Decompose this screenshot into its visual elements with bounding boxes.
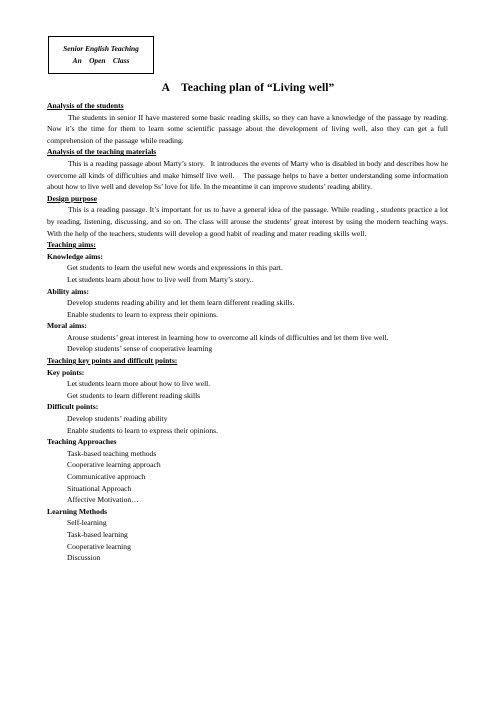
ability-aims-label: Ability aims: bbox=[47, 286, 89, 296]
design-text: This is a reading passage. It’s important for us to have a general idea of the passage. While reading , students practice a lot by reading, listening, discussing, and so on. The class will arouse the students’ great interest by using the modern teaching ways. With the help of the teachers, students will develop a good habit of reading and mater reading skills well. bbox=[47, 205, 448, 238]
document-body bbox=[47, 100, 448, 564]
approach-item: Situational Approach bbox=[67, 483, 132, 493]
materials-text: This is a reading passage about Marty’s story. It introduces the events of Marty who is disabled in body and describes how he overcome all kinds of difficulties and make himself live well. The passage helps to have a better understanding some information about how to live well and develop Ss’ love for life. In the meantime it can improve students’ reading ability. bbox=[47, 158, 450, 192]
key-points-label: Key points: bbox=[47, 367, 85, 377]
method-item: Task-based learning bbox=[67, 529, 128, 539]
approach-item: Task-based teaching methods bbox=[67, 448, 157, 458]
header-line-2: An Open Class bbox=[72, 56, 130, 65]
moral-aim-item: Arouse students’ great interest in learning how to overcome all kinds of difficulties and let them live well. bbox=[67, 332, 389, 342]
method-item: Self-learning bbox=[67, 518, 107, 528]
header-box bbox=[48, 36, 154, 74]
design-heading: Design purpose bbox=[47, 193, 98, 203]
method-item: Cooperative learning bbox=[67, 541, 131, 551]
moral-aim-item: Develop students’ sense of cooperative learning bbox=[67, 344, 213, 354]
page-title: A Teaching plan of “Living well” bbox=[161, 82, 335, 94]
knowledge-aim-item: Let students learn about how to live well from Marty’s story.. bbox=[67, 274, 254, 284]
approaches-heading: Teaching Approaches bbox=[47, 437, 117, 447]
approach-item: Communicative approach bbox=[67, 472, 146, 481]
aims-heading: Teaching aims: bbox=[47, 240, 96, 250]
ability-aim-item: Enable students to learn to express their opinions. bbox=[67, 309, 218, 319]
method-item: Discussion bbox=[67, 553, 101, 563]
methods-heading: Learning Methods bbox=[47, 506, 108, 516]
ability-aim-item: Develop students reading ability and let them learn different reading skills. bbox=[67, 298, 295, 308]
difficult-point-item: Develop students’ reading ability bbox=[67, 414, 168, 424]
students-text: The students in senior II have mastered some basic reading skills, so they can have a knowledge of the passage by reading. Now it’s the time for them to learn some scientific passage about the development of living well, also they can get a full comprehension of the passage while reading. bbox=[47, 112, 448, 145]
materials-heading: Analysis of the teaching materials bbox=[47, 147, 157, 157]
header-line-1: Senior English Teaching bbox=[63, 44, 139, 53]
approach-item: Cooperative learning approach bbox=[67, 460, 161, 470]
knowledge-aims-label: Knowledge aims: bbox=[47, 251, 103, 261]
keypoints-heading: Teaching key points and difficult points: bbox=[47, 356, 178, 366]
difficult-point-item: Enable students to learn to express their opinions. bbox=[67, 425, 218, 435]
approach-item: Affective Motivation… bbox=[67, 495, 139, 505]
difficult-points-label: Difficult points: bbox=[47, 402, 99, 412]
knowledge-aim-item: Get students to learn the useful new words and expressions in this part. bbox=[67, 263, 283, 273]
students-heading: Analysis of the students bbox=[47, 101, 124, 110]
key-point-item: Get students to learn different reading skills bbox=[67, 390, 201, 400]
key-point-item: Let students learn more about how to live well. bbox=[67, 379, 211, 389]
moral-aims-label: Moral aims: bbox=[47, 321, 87, 331]
